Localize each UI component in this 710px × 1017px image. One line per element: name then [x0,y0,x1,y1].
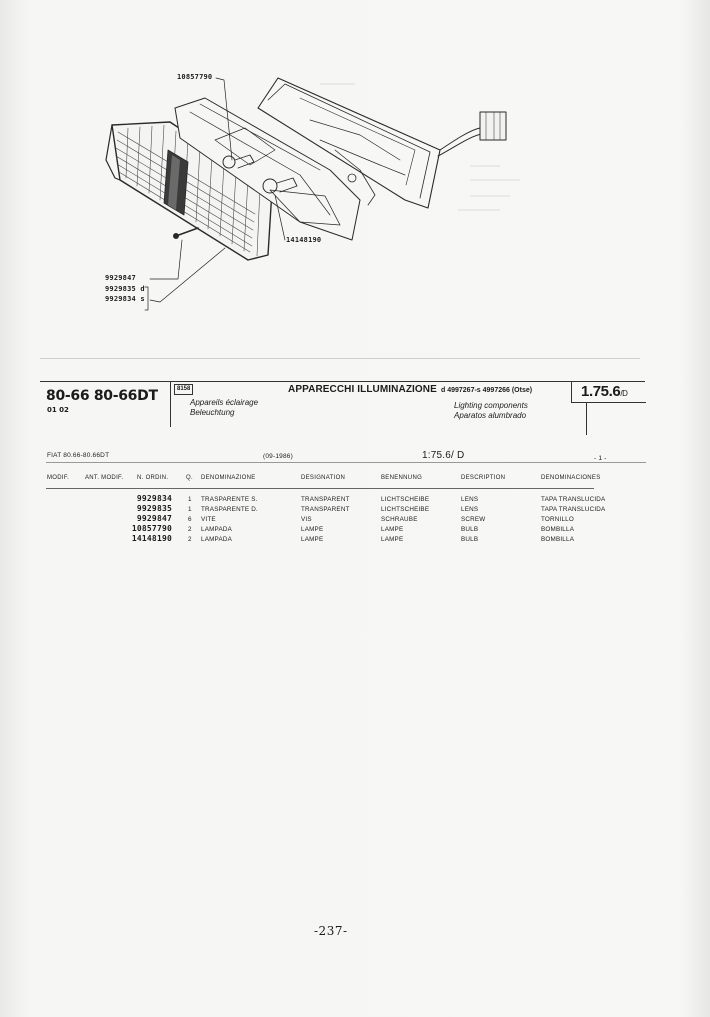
table-header-rule [46,488,594,489]
page-code-underline [571,402,646,403]
name-spanish: BOMBILLA [541,526,575,533]
name-german: LICHTSCHEIBE [381,496,430,503]
name-italian: VITE [201,516,216,523]
name-italian: TRASPARENTE D. [201,506,258,513]
part-number: 9929847 [136,514,172,523]
name-italian: LAMPADA [201,536,233,543]
ghost-rule [40,358,640,359]
name-french: LAMPE [301,536,324,543]
page-code-divider [571,381,572,402]
name-spanish: TAPA TRANSLUCIDA [541,506,606,513]
callout-bulb-upper: 10857790 [177,73,213,81]
group-code-box: 8158 [174,384,193,395]
col-header-italian: DENOMINAZIONE [201,475,256,481]
name-german: LAMPE [381,536,404,543]
col-header-spanish: DENOMINACIONES [541,475,601,481]
name-italian: LAMPADA [201,526,233,533]
name-french: VIS [301,516,312,523]
callout-lens-left: 9929834 s [105,295,145,303]
callout-bulb-lower: 14148190 [286,236,322,244]
name-spanish: TORNILLO [541,516,574,523]
quantity: 6 [188,516,192,523]
col-header-ant-modif: ANT. MODIF. [85,475,124,481]
name-english: SCREW [461,516,486,523]
date-stamp: (09-1986) [263,453,293,460]
name-german: LICHTSCHEIBE [381,506,430,513]
callout-lens-right: 9929835 d [105,285,145,293]
serial-range: d 4997267-s 4997266 (Otse) [441,387,533,394]
name-english: BULB [461,526,479,533]
col-header-qty: Q. [186,475,193,481]
col-header-german: BENENNUNG [381,475,423,481]
col-header-order-no: N. ORDIN. [137,475,169,481]
quantity: 2 [188,526,192,533]
page-code-tick [586,402,587,435]
catalogue-reference: 1:75.6/ D [422,450,465,461]
name-english: BULB [461,536,479,543]
name-english: LENS [461,496,479,503]
part-number: 9929835 [136,504,172,513]
quantity: 2 [188,536,192,543]
model-variants: 01 02 [47,406,69,414]
page-code: 1.75.6/D [581,383,628,400]
quantity: 1 [188,506,192,513]
title-spanish: Aparatos alumbrado [454,411,527,420]
name-german: SCHRAUBE [381,516,418,523]
page-title: APPARECCHI ILLUMINAZIONE [288,384,437,395]
model-title: 80-66 80-66DT [46,388,158,404]
model-line: FIAT 80.66-80.66DT [47,452,110,459]
col-header-english: DESCRIPTION [461,475,506,481]
name-french: LAMPE [301,526,324,533]
title-french: Appareils éclairage [190,398,259,407]
quantity: 1 [188,496,192,503]
part-number: 14148190 [131,534,172,543]
sheet-number: - 1 - [594,455,607,462]
header-top-rule [40,381,645,382]
name-german: LAMPE [381,526,404,533]
col-header-french: DESIGNATION [301,475,346,481]
col-header-modif: MODIF. [47,475,70,481]
screw-drawing [174,228,199,239]
name-italian: TRASPARENTE S. [201,496,258,503]
title-english: Lighting components [454,401,528,410]
name-english: LENS [461,506,479,513]
callout-screw: 9929847 [105,274,136,282]
part-number: 10857790 [131,524,172,533]
page-number: -237- [314,924,348,938]
meta-rule [46,462,646,463]
name-spanish: TAPA TRANSLUCIDA [541,496,606,503]
name-spanish: BOMBILLA [541,536,575,543]
header-divider-left [170,381,171,427]
name-french: TRANSPARENT [301,496,350,503]
title-german: Beleuchtung [190,408,235,417]
name-french: TRANSPARENT [301,506,350,513]
part-number: 9929834 [136,494,172,503]
